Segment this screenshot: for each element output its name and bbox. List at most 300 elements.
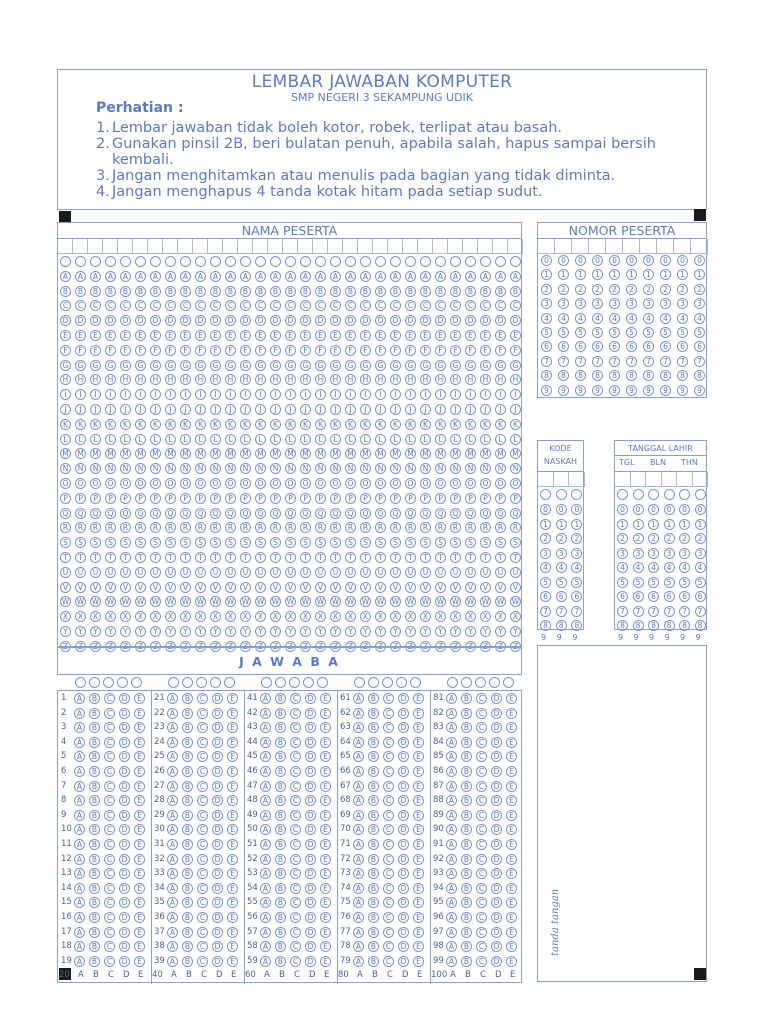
answer-option-bubble[interactable]: C <box>383 941 394 952</box>
number-digit-bubble[interactable]: 0 <box>694 255 705 266</box>
answer-option-bubble[interactable]: E <box>227 810 238 821</box>
name-write-cell[interactable] <box>118 239 133 253</box>
answer-option-bubble[interactable]: B <box>89 810 100 821</box>
tanggal-digit-bubble[interactable]: 3 <box>695 548 706 559</box>
name-write-cell[interactable] <box>163 239 178 253</box>
name-letter-bubble[interactable]: O <box>450 478 461 489</box>
answer-option-bubble[interactable]: B <box>275 868 286 879</box>
answer-option-bubble[interactable]: A <box>260 839 271 850</box>
answer-option-bubble[interactable]: C <box>197 722 208 733</box>
name-letter-bubble[interactable]: B <box>135 286 146 297</box>
answer-option-bubble[interactable]: D <box>305 722 316 733</box>
name-letter-bubble[interactable]: T <box>60 552 71 563</box>
name-letter-bubble[interactable]: N <box>285 463 296 474</box>
name-letter-bubble[interactable]: U <box>360 567 371 578</box>
answer-option-bubble[interactable]: A <box>74 795 85 806</box>
name-letter-bubble[interactable]: S <box>390 537 401 548</box>
name-letter-bubble[interactable]: W <box>241 597 250 607</box>
name-letter-bubble[interactable]: E <box>435 330 446 341</box>
answer-option-bubble[interactable]: D <box>212 781 223 792</box>
name-letter-bubble[interactable]: E <box>315 330 326 341</box>
name-letter-bubble[interactable]: L <box>270 434 281 445</box>
answer-option-bubble[interactable]: C <box>383 897 394 908</box>
number-digit-bubble[interactable]: 3 <box>592 298 603 309</box>
answer-option-bubble[interactable]: D <box>491 751 502 762</box>
name-letter-bubble[interactable]: D <box>240 315 251 326</box>
name-letter-bubble[interactable]: O <box>60 478 71 489</box>
name-letter-bubble[interactable]: I <box>225 389 236 400</box>
name-letter-bubble[interactable]: T <box>345 552 356 563</box>
answer-option-bubble[interactable]: A <box>446 795 457 806</box>
name-letter-bubble[interactable]: G <box>480 360 491 371</box>
name-letter-bubble[interactable]: V <box>480 582 491 593</box>
answer-option-bubble[interactable]: A <box>260 912 271 923</box>
name-letter-bubble[interactable]: E <box>510 330 521 341</box>
name-letter-bubble[interactable]: C <box>345 300 356 311</box>
name-space-bubble[interactable] <box>480 256 491 267</box>
name-letter-bubble[interactable]: W <box>286 597 295 607</box>
number-digit-bubble[interactable]: 5 <box>643 327 654 338</box>
number-digit-bubble[interactable]: 0 <box>677 255 688 266</box>
answer-option-bubble[interactable]: A <box>74 839 85 850</box>
answer-option-bubble[interactable]: E <box>134 956 145 967</box>
name-write-cell[interactable] <box>253 239 268 253</box>
name-letter-bubble[interactable]: C <box>165 300 176 311</box>
name-letter-bubble[interactable]: O <box>240 478 251 489</box>
tanggal-digit-bubble[interactable]: 7 <box>695 606 706 617</box>
answer-option-bubble[interactable]: C <box>290 810 301 821</box>
answer-option-bubble[interactable]: C <box>476 737 487 748</box>
answer-option-bubble[interactable]: B <box>275 883 286 894</box>
tanggal-digit-bubble[interactable]: 8 <box>633 620 644 631</box>
name-letter-bubble[interactable]: P <box>120 493 131 504</box>
answer-option-bubble[interactable]: E <box>413 708 424 719</box>
name-letter-bubble[interactable]: U <box>255 567 266 578</box>
name-letter-bubble[interactable]: D <box>195 315 206 326</box>
answer-option-bubble[interactable]: B <box>368 868 379 879</box>
number-digit-bubble[interactable]: 6 <box>660 341 671 352</box>
name-letter-bubble[interactable]: Q <box>60 508 71 519</box>
name-letter-bubble[interactable]: K <box>300 419 311 430</box>
name-letter-bubble[interactable]: G <box>300 360 311 371</box>
answer-option-bubble[interactable]: B <box>461 708 472 719</box>
answer-option-bubble[interactable]: B <box>275 854 286 865</box>
answer-option-bubble[interactable]: D <box>491 781 502 792</box>
answer-option-bubble[interactable]: E <box>227 956 238 967</box>
answer-option-bubble[interactable]: E <box>134 912 145 923</box>
answer-option-bubble[interactable]: C <box>197 868 208 879</box>
answer-option-bubble[interactable]: B <box>182 927 193 938</box>
answer-option-bubble[interactable]: B <box>275 927 286 938</box>
name-letter-bubble[interactable]: U <box>90 567 101 578</box>
kode-digit-bubble[interactable]: 7 <box>571 606 582 617</box>
jawaban-decor-bubble[interactable] <box>354 677 365 688</box>
answer-option-bubble[interactable]: C <box>383 722 394 733</box>
answer-option-bubble[interactable]: E <box>320 722 331 733</box>
answer-option-bubble[interactable]: E <box>227 868 238 879</box>
answer-option-bubble[interactable]: C <box>290 868 301 879</box>
answer-option-bubble[interactable]: D <box>305 824 316 835</box>
name-letter-bubble[interactable]: L <box>225 434 236 445</box>
name-letter-bubble[interactable]: T <box>120 552 131 563</box>
name-letter-bubble[interactable]: O <box>150 478 161 489</box>
name-space-bubble[interactable] <box>360 256 371 267</box>
name-letter-bubble[interactable]: W <box>166 597 175 607</box>
answer-option-bubble[interactable]: D <box>212 897 223 908</box>
name-letter-bubble[interactable]: Q <box>315 508 326 519</box>
name-space-bubble[interactable] <box>90 256 101 267</box>
name-letter-bubble[interactable]: W <box>316 597 325 607</box>
name-letter-bubble[interactable]: E <box>60 330 71 341</box>
name-letter-bubble[interactable]: D <box>330 315 341 326</box>
name-letter-bubble[interactable]: G <box>90 360 101 371</box>
answer-option-bubble[interactable]: C <box>290 927 301 938</box>
name-letter-bubble[interactable]: G <box>465 360 476 371</box>
name-letter-bubble[interactable]: Z <box>210 641 221 652</box>
name-letter-bubble[interactable]: E <box>285 330 296 341</box>
name-space-bubble[interactable] <box>120 256 131 267</box>
name-letter-bubble[interactable]: E <box>420 330 431 341</box>
name-letter-bubble[interactable]: B <box>255 286 266 297</box>
answer-option-bubble[interactable]: B <box>89 766 100 777</box>
name-letter-bubble[interactable]: N <box>180 463 191 474</box>
name-letter-bubble[interactable]: Y <box>240 626 251 637</box>
number-digit-bubble[interactable]: 5 <box>592 327 603 338</box>
name-letter-bubble[interactable]: E <box>75 330 86 341</box>
name-letter-bubble[interactable]: H <box>150 374 161 385</box>
name-letter-bubble[interactable]: I <box>300 389 311 400</box>
name-letter-bubble[interactable]: A <box>270 271 281 282</box>
answer-option-bubble[interactable]: B <box>461 941 472 952</box>
name-letter-bubble[interactable]: R <box>480 522 491 533</box>
name-letter-bubble[interactable]: G <box>390 360 401 371</box>
answer-option-bubble[interactable]: E <box>320 912 331 923</box>
name-letter-bubble[interactable]: H <box>255 374 266 385</box>
answer-option-bubble[interactable]: A <box>260 941 271 952</box>
answer-option-bubble[interactable]: A <box>74 708 85 719</box>
name-letter-bubble[interactable]: O <box>210 478 221 489</box>
answer-option-bubble[interactable]: C <box>104 854 115 865</box>
number-digit-bubble[interactable]: 6 <box>626 341 637 352</box>
name-letter-bubble[interactable]: C <box>300 300 311 311</box>
name-letter-bubble[interactable]: H <box>405 374 416 385</box>
kode-digit-bubble[interactable]: 5 <box>571 577 582 588</box>
answer-option-bubble[interactable]: B <box>275 708 286 719</box>
answer-option-bubble[interactable]: B <box>461 781 472 792</box>
answer-option-bubble[interactable]: E <box>413 781 424 792</box>
kode-digit-bubble[interactable]: 0 <box>540 504 551 515</box>
name-letter-bubble[interactable]: D <box>135 315 146 326</box>
name-letter-bubble[interactable]: Z <box>150 641 161 652</box>
number-digit-bubble[interactable]: 4 <box>626 313 637 324</box>
name-letter-bubble[interactable]: V <box>135 582 146 593</box>
answer-option-bubble[interactable]: C <box>383 839 394 850</box>
name-letter-bubble[interactable]: Z <box>405 641 416 652</box>
answer-option-bubble[interactable]: E <box>134 766 145 777</box>
answer-option-bubble[interactable]: D <box>491 766 502 777</box>
answer-option-bubble[interactable]: C <box>476 795 487 806</box>
name-letter-bubble[interactable]: O <box>480 478 491 489</box>
name-letter-bubble[interactable]: X <box>75 611 86 622</box>
answer-option-bubble[interactable]: C <box>383 810 394 821</box>
name-letter-bubble[interactable]: Q <box>390 508 401 519</box>
answer-option-bubble[interactable]: D <box>305 897 316 908</box>
name-letter-bubble[interactable]: T <box>180 552 191 563</box>
jawaban-decor-bubble[interactable] <box>117 677 128 688</box>
name-letter-bubble[interactable]: I <box>390 389 401 400</box>
number-digit-bubble[interactable]: 3 <box>575 298 586 309</box>
name-letter-bubble[interactable]: A <box>300 271 311 282</box>
name-letter-bubble[interactable]: R <box>75 522 86 533</box>
name-letter-bubble[interactable]: A <box>75 271 86 282</box>
name-letter-bubble[interactable]: T <box>210 552 221 563</box>
name-letter-bubble[interactable]: J <box>330 404 341 415</box>
name-letter-bubble[interactable]: L <box>330 434 341 445</box>
name-letter-bubble[interactable]: Z <box>330 641 341 652</box>
name-letter-bubble[interactable]: W <box>391 597 400 607</box>
name-write-cell[interactable] <box>508 239 523 253</box>
answer-option-bubble[interactable]: B <box>275 693 286 704</box>
name-letter-bubble[interactable]: S <box>60 537 71 548</box>
name-letter-bubble[interactable]: P <box>480 493 491 504</box>
name-letter-bubble[interactable]: Q <box>135 508 146 519</box>
name-letter-bubble[interactable]: T <box>285 552 296 563</box>
answer-option-bubble[interactable]: E <box>134 722 145 733</box>
name-letter-bubble[interactable]: B <box>315 286 326 297</box>
name-letter-bubble[interactable]: W <box>376 597 385 607</box>
answer-option-bubble[interactable]: A <box>353 737 364 748</box>
answer-option-bubble[interactable]: D <box>491 722 502 733</box>
kode-digit-bubble[interactable]: 3 <box>540 548 551 559</box>
number-digit-bubble[interactable]: 7 <box>558 356 569 367</box>
name-letter-bubble[interactable]: R <box>165 522 176 533</box>
name-letter-bubble[interactable]: R <box>330 522 341 533</box>
answer-option-bubble[interactable]: E <box>506 795 517 806</box>
name-letter-bubble[interactable]: R <box>450 522 461 533</box>
answer-option-bubble[interactable]: D <box>305 708 316 719</box>
tanggal-digit-bubble[interactable]: 3 <box>679 548 690 559</box>
name-letter-bubble[interactable]: D <box>510 315 521 326</box>
name-letter-bubble[interactable]: V <box>375 582 386 593</box>
name-letter-bubble[interactable]: M <box>450 448 461 459</box>
name-letter-bubble[interactable]: J <box>360 404 371 415</box>
name-letter-bubble[interactable]: H <box>195 374 206 385</box>
answer-option-bubble[interactable]: D <box>119 941 130 952</box>
name-letter-bubble[interactable]: W <box>331 597 340 607</box>
answer-option-bubble[interactable]: E <box>134 897 145 908</box>
answer-option-bubble[interactable]: C <box>104 897 115 908</box>
name-letter-bubble[interactable]: I <box>330 389 341 400</box>
tanggal-space-bubble[interactable] <box>679 489 690 500</box>
name-space-bubble[interactable] <box>165 256 176 267</box>
name-letter-bubble[interactable]: I <box>150 389 161 400</box>
number-digit-bubble[interactable]: 6 <box>575 341 586 352</box>
name-letter-bubble[interactable]: V <box>75 582 86 593</box>
jawaban-decor-bubble[interactable] <box>75 677 86 688</box>
answer-option-bubble[interactable]: B <box>368 722 379 733</box>
name-letter-bubble[interactable]: S <box>315 537 326 548</box>
name-write-cell[interactable] <box>223 239 238 253</box>
answer-option-bubble[interactable]: D <box>491 956 502 967</box>
name-letter-bubble[interactable]: L <box>510 434 521 445</box>
name-letter-bubble[interactable]: F <box>360 345 371 356</box>
name-letter-bubble[interactable]: R <box>120 522 131 533</box>
name-letter-bubble[interactable]: I <box>420 389 431 400</box>
name-letter-bubble[interactable]: Z <box>90 641 101 652</box>
answer-option-bubble[interactable]: A <box>167 722 178 733</box>
number-digit-bubble[interactable]: 3 <box>694 298 705 309</box>
name-letter-bubble[interactable]: J <box>300 404 311 415</box>
name-letter-bubble[interactable]: Y <box>225 626 236 637</box>
answer-option-bubble[interactable]: A <box>446 751 457 762</box>
answer-option-bubble[interactable]: C <box>476 751 487 762</box>
answer-option-bubble[interactable]: D <box>305 766 316 777</box>
name-letter-bubble[interactable]: E <box>480 330 491 341</box>
answer-option-bubble[interactable]: E <box>320 897 331 908</box>
answer-option-bubble[interactable]: A <box>353 912 364 923</box>
name-letter-bubble[interactable]: D <box>390 315 401 326</box>
name-letter-bubble[interactable]: B <box>120 286 131 297</box>
name-letter-bubble[interactable]: K <box>270 419 281 430</box>
name-write-cell[interactable] <box>418 239 433 253</box>
answer-option-bubble[interactable]: C <box>290 766 301 777</box>
name-letter-bubble[interactable]: N <box>315 463 326 474</box>
name-letter-bubble[interactable]: O <box>195 478 206 489</box>
answer-option-bubble[interactable]: A <box>167 956 178 967</box>
name-letter-bubble[interactable]: V <box>150 582 161 593</box>
name-letter-bubble[interactable]: H <box>420 374 431 385</box>
name-letter-bubble[interactable]: E <box>90 330 101 341</box>
name-letter-bubble[interactable]: Q <box>195 508 206 519</box>
name-letter-bubble[interactable]: S <box>285 537 296 548</box>
name-letter-bubble[interactable]: T <box>150 552 161 563</box>
name-letter-bubble[interactable]: A <box>180 271 191 282</box>
tanggal-digit-bubble[interactable]: 0 <box>617 504 628 515</box>
name-letter-bubble[interactable]: R <box>465 522 476 533</box>
answer-option-bubble[interactable]: D <box>119 897 130 908</box>
name-letter-bubble[interactable]: P <box>240 493 251 504</box>
name-letter-bubble[interactable]: L <box>315 434 326 445</box>
name-space-bubble[interactable] <box>240 256 251 267</box>
answer-option-bubble[interactable]: E <box>413 824 424 835</box>
name-letter-bubble[interactable]: S <box>90 537 101 548</box>
answer-option-bubble[interactable]: C <box>104 927 115 938</box>
answer-option-bubble[interactable]: B <box>182 883 193 894</box>
name-letter-bubble[interactable]: B <box>90 286 101 297</box>
name-letter-bubble[interactable]: R <box>390 522 401 533</box>
answer-option-bubble[interactable]: C <box>476 839 487 850</box>
answer-option-bubble[interactable]: D <box>305 751 316 762</box>
name-letter-bubble[interactable]: G <box>495 360 506 371</box>
answer-option-bubble[interactable]: C <box>104 839 115 850</box>
name-letter-bubble[interactable]: G <box>435 360 446 371</box>
name-letter-bubble[interactable]: L <box>195 434 206 445</box>
name-letter-bubble[interactable]: B <box>405 286 416 297</box>
name-letter-bubble[interactable]: T <box>420 552 431 563</box>
answer-option-bubble[interactable]: D <box>305 781 316 792</box>
number-digit-bubble[interactable]: 4 <box>643 313 654 324</box>
name-letter-bubble[interactable]: Z <box>180 641 191 652</box>
name-space-bubble[interactable] <box>255 256 266 267</box>
answer-option-bubble[interactable]: E <box>413 897 424 908</box>
name-letter-bubble[interactable]: L <box>420 434 431 445</box>
name-letter-bubble[interactable]: J <box>60 404 71 415</box>
jawaban-decor-bubble[interactable] <box>289 677 300 688</box>
name-letter-bubble[interactable]: M <box>240 448 251 459</box>
number-digit-bubble[interactable]: 5 <box>677 327 688 338</box>
name-letter-bubble[interactable]: X <box>105 611 116 622</box>
name-letter-bubble[interactable]: U <box>315 567 326 578</box>
name-letter-bubble[interactable]: F <box>75 345 86 356</box>
number-digit-bubble[interactable]: 6 <box>694 341 705 352</box>
answer-option-bubble[interactable]: C <box>290 795 301 806</box>
answer-option-bubble[interactable]: D <box>398 941 409 952</box>
name-letter-bubble[interactable]: N <box>450 463 461 474</box>
kode-space-bubble[interactable] <box>540 489 551 500</box>
name-letter-bubble[interactable]: A <box>225 271 236 282</box>
name-letter-bubble[interactable]: B <box>210 286 221 297</box>
name-letter-bubble[interactable]: U <box>510 567 521 578</box>
name-letter-bubble[interactable]: I <box>105 389 116 400</box>
answer-option-bubble[interactable]: E <box>506 722 517 733</box>
name-letter-bubble[interactable]: W <box>466 597 475 607</box>
name-letter-bubble[interactable]: Q <box>240 508 251 519</box>
jawaban-decor-bubble[interactable] <box>224 677 235 688</box>
name-letter-bubble[interactable]: F <box>120 345 131 356</box>
name-letter-bubble[interactable]: O <box>360 478 371 489</box>
name-letter-bubble[interactable]: T <box>480 552 491 563</box>
answer-option-bubble[interactable]: A <box>446 897 457 908</box>
name-letter-bubble[interactable]: G <box>375 360 386 371</box>
name-letter-bubble[interactable]: X <box>330 611 341 622</box>
answer-option-bubble[interactable]: A <box>260 854 271 865</box>
answer-option-bubble[interactable]: A <box>446 839 457 850</box>
name-letter-bubble[interactable]: Z <box>60 641 71 652</box>
name-letter-bubble[interactable]: B <box>270 286 281 297</box>
name-letter-bubble[interactable]: I <box>285 389 296 400</box>
name-letter-bubble[interactable]: F <box>345 345 356 356</box>
jawaban-decor-bubble[interactable] <box>382 677 393 688</box>
answer-option-bubble[interactable]: B <box>461 956 472 967</box>
number-write-cell[interactable] <box>640 239 657 253</box>
number-digit-bubble[interactable]: 2 <box>643 284 654 295</box>
name-letter-bubble[interactable]: Y <box>60 626 71 637</box>
name-letter-bubble[interactable]: A <box>60 271 71 282</box>
name-letter-bubble[interactable]: F <box>225 345 236 356</box>
answer-option-bubble[interactable]: B <box>89 854 100 865</box>
name-letter-bubble[interactable]: X <box>375 611 386 622</box>
name-letter-bubble[interactable]: D <box>210 315 221 326</box>
answer-option-bubble[interactable]: B <box>368 854 379 865</box>
answer-option-bubble[interactable]: E <box>320 824 331 835</box>
answer-option-bubble[interactable]: A <box>167 751 178 762</box>
answer-option-bubble[interactable]: B <box>275 781 286 792</box>
name-letter-bubble[interactable]: U <box>405 567 416 578</box>
name-letter-bubble[interactable]: S <box>210 537 221 548</box>
name-letter-bubble[interactable]: V <box>495 582 506 593</box>
answer-option-bubble[interactable]: D <box>491 912 502 923</box>
name-letter-bubble[interactable]: Y <box>270 626 281 637</box>
name-letter-bubble[interactable]: X <box>480 611 491 622</box>
answer-option-bubble[interactable]: E <box>227 751 238 762</box>
answer-option-bubble[interactable]: A <box>260 781 271 792</box>
answer-option-bubble[interactable]: D <box>491 810 502 821</box>
name-letter-bubble[interactable]: V <box>450 582 461 593</box>
name-letter-bubble[interactable]: B <box>180 286 191 297</box>
name-letter-bubble[interactable]: G <box>330 360 341 371</box>
number-digit-bubble[interactable]: 8 <box>643 370 654 381</box>
answer-option-bubble[interactable]: C <box>383 824 394 835</box>
